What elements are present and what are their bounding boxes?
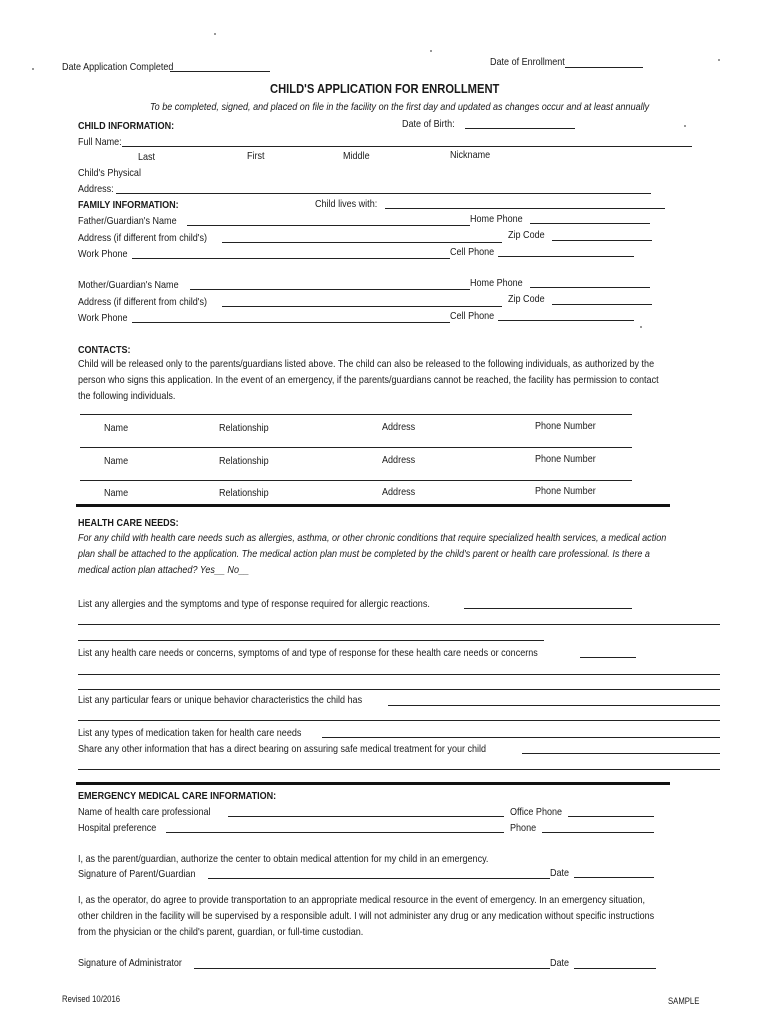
name-part-last: Last: [138, 151, 156, 163]
needs-line-3[interactable]: [78, 689, 720, 690]
operator-text-2: other children in the facility will be supervised by a responsible adult. I will not administer any drug or any medication without specific instructions: [78, 910, 655, 922]
revised-note: Revised 10/2016: [62, 994, 121, 1004]
contact-2-phone-label: Phone Number: [535, 453, 596, 465]
child-address-line[interactable]: [116, 193, 651, 194]
health-heading: HEALTH CARE NEEDS:: [78, 517, 179, 529]
contacts-text-3: the following individuals.: [78, 390, 176, 402]
contact-2-line[interactable]: [80, 447, 632, 448]
sig-admin-label: Signature of Administrator: [78, 957, 182, 969]
sig-parent-date-label: Date: [550, 867, 570, 879]
sig-admin-line[interactable]: [194, 968, 550, 969]
scan-speck: [430, 50, 432, 52]
hospital-phone-line[interactable]: [542, 832, 654, 833]
allergies-line-1[interactable]: [464, 608, 632, 609]
name-part-nickname: Nickname: [450, 149, 491, 161]
needs-line-1[interactable]: [580, 657, 636, 658]
child-info-heading: CHILD INFORMATION:: [78, 120, 175, 132]
contact-2-name-label: Name: [104, 455, 129, 467]
full-name-line[interactable]: [122, 146, 692, 147]
emergency-heading: EMERGENCY MEDICAL CARE INFORMATION:: [78, 790, 277, 802]
hospital-label: Hospital preference: [78, 822, 157, 834]
contacts-text-2: person who signs this application. In the event of an emergency, if the parents/guardians cannot be reached, the facility has permission to contact: [78, 374, 659, 386]
medication-question: List any types of medication taken for health care needs: [78, 727, 302, 739]
hospital-line[interactable]: [166, 832, 504, 833]
contacts-text-1: Child will be released only to the parents/guardians listed above. The child can also be released to the following individuals, as authorized by the: [78, 358, 655, 370]
contact-2-address-label: Address: [382, 454, 416, 466]
scan-speck: [718, 59, 720, 61]
mother-zip-line[interactable]: [552, 304, 652, 305]
needs-question: List any health care needs or concerns, symptoms of and type of response for these health care needs or concerns: [78, 647, 538, 659]
contact-3-line[interactable]: [80, 480, 632, 481]
mother-name-line[interactable]: [190, 289, 470, 290]
contact-2-relationship-label: Relationship: [219, 455, 269, 467]
lives-with-label: Child lives with:: [315, 198, 378, 210]
health-text-3: medical action plan attached? Yes__ No__: [78, 564, 250, 576]
contact-3-address-label: Address: [382, 486, 416, 498]
mother-work-phone-label: Work Phone: [78, 312, 128, 324]
professional-line[interactable]: [228, 816, 504, 817]
father-zip-label: Zip Code: [508, 229, 545, 241]
sig-admin-date-label: Date: [550, 957, 570, 969]
office-phone-line[interactable]: [568, 816, 654, 817]
father-home-phone-line[interactable]: [530, 223, 650, 224]
father-zip-line[interactable]: [552, 240, 652, 241]
family-info-heading: FAMILY INFORMATION:: [78, 199, 179, 211]
medication-line[interactable]: [322, 737, 720, 738]
contact-3-phone-label: Phone Number: [535, 485, 596, 497]
section-divider-emergency: [76, 782, 670, 785]
father-name-label: Father/Guardian's Name: [78, 215, 177, 227]
allergies-line-3[interactable]: [78, 640, 544, 641]
father-address-label: Address (if different from child's): [78, 232, 208, 244]
mother-name-label: Mother/Guardian's Name: [78, 279, 179, 291]
father-work-phone-line[interactable]: [132, 258, 450, 259]
dob-line[interactable]: [465, 128, 575, 129]
father-work-phone-label: Work Phone: [78, 248, 128, 260]
mother-home-phone-label: Home Phone: [470, 277, 523, 289]
other-info-question: Share any other information that has a direct bearing on assuring safe medical treatment for your child: [78, 743, 487, 755]
professional-label: Name of health care professional: [78, 806, 211, 818]
scan-speck: [32, 68, 34, 70]
form-title: CHILD'S APPLICATION FOR ENROLLMENT: [270, 81, 500, 96]
other-info-line-2[interactable]: [78, 769, 720, 770]
enrollment-date-label: Date of Enrollment: [490, 56, 565, 68]
hospital-phone-label: Phone: [510, 822, 537, 834]
operator-text-1: I, as the operator, do agree to provide transportation to an appropriate medical resource in the event of emergency. In an emergency situation,: [78, 894, 646, 906]
mother-home-phone-line[interactable]: [530, 287, 650, 288]
contact-1-phone-label: Phone Number: [535, 420, 596, 432]
contact-1-name-label: Name: [104, 422, 129, 434]
mother-address-line[interactable]: [222, 306, 502, 307]
needs-line-2[interactable]: [78, 674, 720, 675]
date-completed-line[interactable]: [170, 71, 270, 72]
scan-speck: [214, 33, 216, 35]
father-cell-phone-line[interactable]: [498, 256, 634, 257]
mother-cell-phone-label: Cell Phone: [450, 310, 495, 322]
father-cell-phone-label: Cell Phone: [450, 246, 495, 258]
fears-line-2[interactable]: [78, 720, 720, 721]
mother-address-label: Address (if different from child's): [78, 296, 208, 308]
other-info-line-1[interactable]: [522, 753, 720, 754]
sig-admin-date-line[interactable]: [574, 968, 656, 969]
contact-1-line[interactable]: [80, 414, 632, 415]
contact-1-relationship-label: Relationship: [219, 422, 269, 434]
scan-speck: [640, 326, 642, 328]
name-part-middle: Middle: [343, 150, 370, 162]
mother-zip-label: Zip Code: [508, 293, 545, 305]
mother-cell-phone-line[interactable]: [498, 320, 634, 321]
contacts-heading: CONTACTS:: [78, 344, 131, 356]
fears-line-1[interactable]: [388, 705, 720, 706]
office-phone-label: Office Phone: [510, 806, 563, 818]
sample-mark: SAMPLE: [668, 996, 700, 1006]
father-home-phone-label: Home Phone: [470, 213, 523, 225]
health-text-1: For any child with health care needs such as allergies, asthma, or other chronic conditions that require specialized health services, a medical action: [78, 532, 667, 544]
allergies-question: List any allergies and the symptoms and type of response required for allergic reactions.: [78, 598, 430, 610]
fears-question: List any particular fears or unique behavior characteristics the child has: [78, 694, 363, 706]
sig-parent-date-line[interactable]: [574, 877, 654, 878]
dob-label: Date of Birth:: [402, 118, 455, 130]
father-name-line[interactable]: [187, 225, 470, 226]
allergies-line-2[interactable]: [78, 624, 720, 625]
mother-work-phone-line[interactable]: [132, 322, 450, 323]
enrollment-date-line[interactable]: [565, 67, 643, 68]
address-label: Address:: [78, 183, 114, 195]
full-name-label: Full Name:: [78, 136, 122, 148]
contact-3-name-label: Name: [104, 487, 129, 499]
date-completed-label: Date Application Completed: [62, 61, 174, 73]
sig-parent-label: Signature of Parent/Guardian: [78, 868, 196, 880]
lives-with-line[interactable]: [385, 208, 665, 209]
name-part-first: First: [247, 150, 265, 162]
sig-parent-line[interactable]: [208, 878, 550, 879]
father-address-line[interactable]: [222, 242, 502, 243]
operator-text-3: from the physician or the child's parent, guardian, or full-time custodian.: [78, 926, 364, 938]
contact-3-relationship-label: Relationship: [219, 487, 269, 499]
contact-1-address-label: Address: [382, 421, 416, 433]
authorize-text: I, as the parent/guardian, authorize the center to obtain medical attention for my child in an emergency.: [78, 853, 489, 865]
physical-label: Child's Physical: [78, 167, 141, 179]
section-divider-health: [76, 504, 670, 507]
health-text-2: plan shall be attached to the application. The medical action plan must be completed by the child's parent or health care professional. Is there a: [78, 548, 650, 560]
scan-speck: [684, 125, 686, 127]
form-subtitle: To be completed, signed, and placed on file in the facility on the first day and updated as changes occur and at least annually: [150, 101, 650, 113]
